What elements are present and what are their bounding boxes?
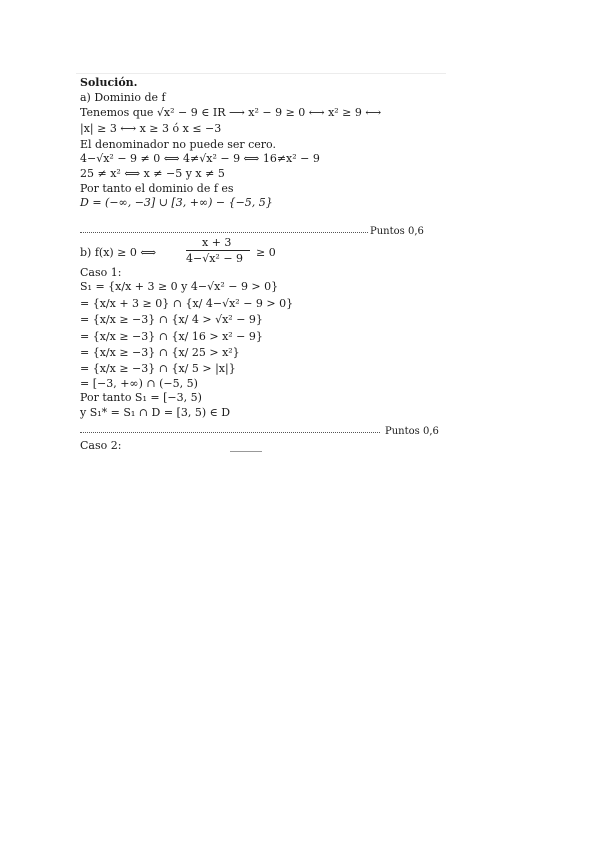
small-rule (230, 451, 262, 452)
dotted-leader-a (80, 232, 368, 233)
domain-line-1: Tenemos que √x² − 9 ∈ IR ⟶ x² − 9 ≥ 0 ⟷ x² ≥ 9 ⟷ (80, 106, 382, 119)
case-line: y S₁* = S₁ ∩ D = [3, 5) ∈ D (80, 406, 231, 419)
case-line: = {x/x + 3 ≥ 0} ∩ {x/ 4−√x² − 9 > 0} (80, 297, 294, 310)
case-line: = [−3, +∞) ∩ (−5, 5) (80, 377, 198, 390)
fraction-denominator: 4−√x² − 9 (186, 252, 244, 265)
case-line: S₁ = {x/x + 3 ≥ 0 y 4−√x² − 9 > 0} (80, 280, 279, 293)
domain-line-5: 25 ≠ x² ⟺ x ≠ −5 y x ≠ 5 (80, 167, 225, 180)
points-a: Puntos 0,6 (370, 226, 424, 237)
points-b: Puntos 0,6 (385, 426, 439, 437)
solution-heading: Solución. (80, 76, 138, 89)
case-line: Por tanto S₁ = [−3, 5) (80, 391, 202, 404)
fraction-bar (186, 250, 250, 251)
top-divider (76, 73, 446, 74)
domain-line-3: El denominador no puede ser cero. (80, 138, 276, 151)
case-line: = {x/x ≥ −3} ∩ {x/ 16 > x² − 9} (80, 330, 263, 343)
fraction-numerator: x + 3 (202, 236, 232, 249)
part-b-suffix: ≥ 0 (256, 246, 276, 259)
part-b-prefix: b) f(x) ≥ 0 ⟺ (80, 246, 157, 259)
dotted-leader-b (80, 432, 380, 433)
case-line: = {x/x ≥ −3} ∩ {x/ 25 > x²} (80, 346, 240, 359)
case-line: = {x/x ≥ −3} ∩ {x/ 5 > |x|} (80, 362, 236, 375)
domain-line-6: Por tanto el dominio de f es (80, 182, 234, 195)
domain-line-2: |x| ≥ 3 ⟷ x ≥ 3 ó x ≤ −3 (80, 122, 222, 135)
case-line: = {x/x ≥ −3} ∩ {x/ 4 > √x² − 9} (80, 313, 263, 326)
case-1-label: Caso 1: (80, 266, 122, 279)
domain-line-4: 4−√x² − 9 ≠ 0 ⟺ 4≠√x² − 9 ⟺ 16≠x² − 9 (80, 152, 320, 165)
case-2-label: Caso 2: (80, 439, 122, 452)
part-a-label: a) Dominio de f (80, 91, 166, 104)
domain-result: D = (−∞, −3] ∪ [3, +∞) − {−5, 5} (80, 196, 273, 209)
